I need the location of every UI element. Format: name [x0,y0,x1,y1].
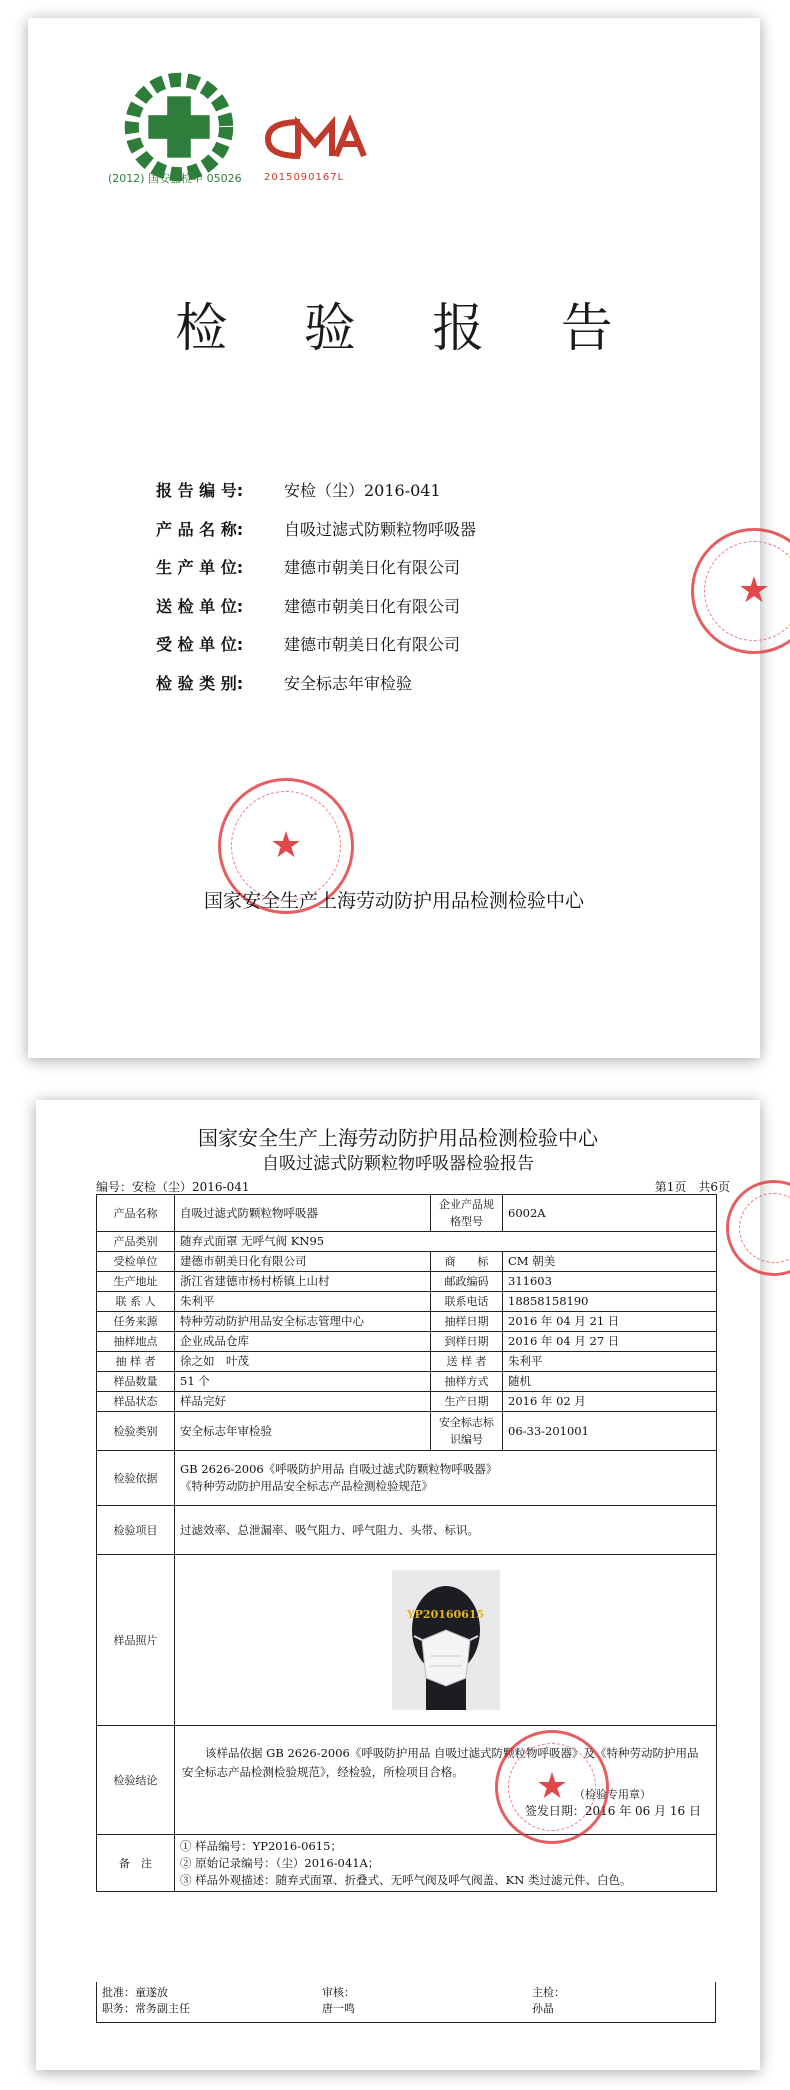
sign-date: 签发日期：2016 年 06 月 16 日 [524,1804,701,1818]
table-value-cell: 安全标志年审检验 [175,1412,431,1451]
table-value-cell: 2016 年 04 月 27 日 [503,1332,717,1352]
edge-seal-icon [726,1180,790,1276]
table-row [97,1272,717,1292]
table-row [97,1412,717,1451]
table-label-cell: 生产地址 [97,1272,175,1292]
table-value-cell: 特种劳动防护用品安全标志管理中心 [175,1312,431,1332]
safety-cross-logo-icon [120,68,238,186]
table-value-cell: 建德市朝美日化有限公司 [175,1252,431,1272]
field-inspected-unit: 受 检 单 位: 建德市朝美日化有限公司 [156,635,461,654]
cma-number: 2015090167L [264,172,345,183]
stamp-note: （检验专用章） [574,1788,651,1801]
table-label-cell: 样品数量 [97,1372,175,1392]
table-value-cell: GB 2626-2006《呼吸防护用品 自吸过滤式防颗粒物呼吸器》 《特种劳动防护用品安全标志产品检测检验规范》 [175,1451,717,1506]
table-label-cell: 样品状态 [97,1392,175,1412]
report-header-center: 国家安全生产上海劳动防护用品检测检验中心 [198,1126,598,1150]
table-label-cell: 备 注 [97,1835,175,1892]
table-row [97,1292,717,1312]
table-label-cell: 商 标 [431,1252,503,1272]
table-value-cell: 2016 年 04 月 21 日 [503,1312,717,1332]
field-report-number: 报 告 编 号: 安检（尘）2016-041 [156,481,441,500]
table-value-cell: 朱利平 [503,1352,717,1372]
table-row [97,1352,717,1372]
table-label-cell: 产品类别 [97,1232,175,1252]
table-label-cell: 到样日期 [431,1332,503,1352]
photo-tag: YP20160615 [406,1608,485,1621]
official-seal-icon: ★ [218,778,354,914]
table-value-cell: 浙江省建德市杨村桥镇上山村 [175,1272,431,1292]
table-label-cell: 联系电话 [431,1292,503,1312]
report-meta [96,1178,730,1195]
table-label-cell: 检验结论 [97,1726,175,1835]
report-page [36,1100,760,2070]
table-value-cell: 自吸过滤式防颗粒物呼吸器 [175,1195,431,1232]
table-row [97,1195,717,1232]
field-inspection-type: 检 验 类 别: 安全标志年审检验 [156,673,413,693]
table-value-cell: CM 朝美 [503,1252,717,1272]
approver: 批准：童遂放 职务：常务副主任 [102,1986,190,2015]
table-row [97,1232,717,1252]
table-label-cell: 抽样方式 [431,1372,503,1392]
mannequin-mask-icon [392,1570,500,1710]
table-value-cell: 样品完好 [175,1392,431,1412]
inspection-center-name: 国家安全生产上海劳动防护用品检测检验中心 [203,890,584,912]
table-label-cell: 联 系 人 [97,1292,175,1312]
table-label-cell: 抽 样 者 [97,1352,175,1372]
table-label-cell: 抽样地点 [97,1332,175,1352]
logo-caption: (2012) 国安监检甲 05026 [108,172,242,185]
table-value-cell: 过滤效率、总泄漏率、吸气阻力、呼气阻力、头带、标识。 [175,1506,717,1555]
table-row [97,1372,717,1392]
report-title: 检 验 报 告 [175,299,643,359]
table-label-cell: 企业产品规格型号 [431,1195,503,1232]
signature-row [96,1982,716,2023]
report-header-title: 自吸过滤式防颗粒物呼吸器检验报告 [262,1154,534,1174]
table-value-cell: 06-33-201001 [503,1412,717,1451]
cover-fields [156,478,476,709]
table-label-cell: 产品名称 [97,1195,175,1232]
table-label-cell: 安全标志标识编号 [431,1412,503,1451]
table-row [97,1506,717,1555]
table-label-cell: 受检单位 [97,1252,175,1272]
report-number: 编号：安检（尘）2016-041 [96,1180,250,1194]
table-row [97,1451,717,1506]
cma-logo-icon [260,114,370,164]
table-label-cell: 检验类别 [97,1412,175,1451]
table-label-cell: 送 样 者 [431,1352,503,1372]
table-row [97,1726,717,1835]
table-value-cell: 6002A [503,1195,717,1232]
table-row [97,1332,717,1352]
inspection-seal-icon: ★ [495,1730,609,1844]
table-row [97,1392,717,1412]
page-indicator: 第1页 共6页 [654,1180,730,1194]
table-value-cell: 随机 [503,1372,717,1392]
table-row [97,1835,717,1892]
report-table [96,1194,717,1892]
table-value-cell: 311603 [503,1272,717,1292]
conclusion-text: 该样品依据 GB 2626-2006《呼吸防护用品 自吸过滤式防颗粒物呼吸器》及《特种劳动防护用品安全标志产品检测检验规范》，经检验，所检项目合格。 [182,1746,699,1779]
table-value-cell: 18858158190 [503,1292,717,1312]
table-label-cell: 生产日期 [431,1392,503,1412]
table-label-cell: 检验项目 [97,1506,175,1555]
table-label-cell: 抽样日期 [431,1312,503,1332]
table-value-cell: 2016 年 02 月 [503,1392,717,1412]
table-value-cell: 徐之如 叶茂 [175,1352,431,1372]
table-label-cell: 检验依据 [97,1451,175,1506]
reviewer: 审核： 唐一鸣 [322,1986,355,2015]
field-submitter: 送 检 单 位: 建德市朝美日化有限公司 [156,596,461,616]
table-label-cell: 样品照片 [97,1555,175,1726]
table-value-cell [175,1726,717,1835]
table-value-cell: 朱利平 [175,1292,431,1312]
sample-photo [392,1570,500,1710]
table-row [97,1312,717,1332]
field-manufacturer: 生 产 单 位: 建德市朝美日化有限公司 [156,558,461,577]
table-label-cell: 任务来源 [97,1312,175,1332]
cover-page [28,18,771,1058]
table-row [97,1252,717,1272]
main-inspector: 主检： 孙晶 [532,1986,565,2015]
table-value-cell: 企业成品仓库 [175,1332,431,1352]
table-value-cell: 随弃式面罩 无呼气阀 KN95 [175,1232,717,1252]
edge-seal-icon: ★ [691,528,790,654]
table-value-cell: 51 个 [175,1372,431,1392]
table-label-cell: 邮政编码 [431,1272,503,1292]
table-value-cell [175,1555,717,1726]
field-product-name: 产 品 名 称: 自吸过滤式防颗粒物呼吸器 [156,519,477,539]
table-row [97,1555,717,1726]
table-value-cell: ① 样品编号：YP2016-0615； ② 原始记录编号：（尘）2016-041A； ③ 样品外观描述：随弃式面罩、折叠式、无呼气阀及呼气阀盖、KN 类过滤元件、白色。 [175,1835,717,1892]
